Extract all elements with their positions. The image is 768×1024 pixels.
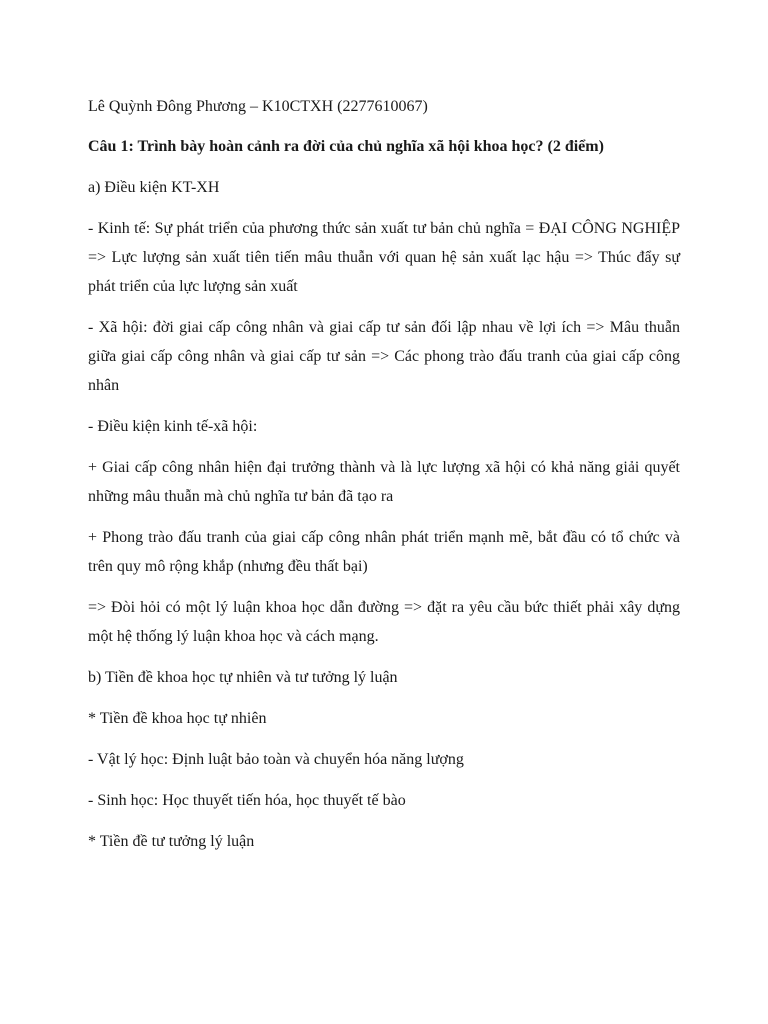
paragraph-theory-demand: => Đòi hỏi có một lý luận khoa học dẫn đường => đặt ra yêu cầu bức thiết phải xây dựng một hệ thống lý luận khoa học và cách mạng. [88, 599, 680, 645]
paragraph-working-class-matured: + Giai cấp công nhân hiện đại trưởng thành và là lực lượng xã hội có khả năng giải quyết những mâu thuẫn mà chủ nghĩa tư bản đã tạo ra [88, 459, 680, 505]
paragraph-natural-science-premise: * Tiền đề khoa học tự nhiên [88, 710, 267, 727]
paragraph-theoretical-premise: * Tiền đề tư tưởng lý luận [88, 833, 255, 850]
paragraph-socioeconomic-conditions: - Điều kiện kinh tế-xã hội: [88, 418, 258, 435]
paragraph-struggle-movement: + Phong trào đấu tranh của giai cấp công nhân phát triển mạnh mẽ, bắt đầu có tổ chức và trên quy mô rộng khắp (nhưng đều thất bại) [88, 529, 680, 575]
paragraph-biology: - Sinh học: Học thuyết tiến hóa, học thuyết tế bào [88, 792, 406, 809]
question-heading: Câu 1: Trình bày hoàn cảnh ra đời của chủ nghĩa xã hội khoa học? (2 điểm) [88, 138, 604, 155]
author-line: Lê Quỳnh Đông Phương – K10CTXH (2277610067) [88, 98, 428, 115]
document-body [88, 92, 680, 868]
paragraph-section-a-heading: a) Điều kiện KT-XH [88, 179, 220, 196]
paragraph-economy: - Kinh tế: Sự phát triển của phương thức sản xuất tư bản chủ nghĩa = ĐẠI CÔNG NGHIỆP => Lực lượng sản xuất tiên tiến mâu thuẫn với quan hệ sản xuất lạc hậu => Thúc đẩy sự phát triển của lực lượng sản xuất [88, 220, 680, 295]
paragraph-society: - Xã hội: đời giai cấp công nhân và giai cấp tư sản đối lập nhau về lợi ích => Mâu thuẫn giữa giai cấp công nhân và giai cấp tư sản => Các phong trào đấu tranh của giai cấp công nhân [88, 319, 680, 394]
paragraph-section-b-heading: b) Tiền đề khoa học tự nhiên và tư tưởng lý luận [88, 669, 398, 686]
paragraph-physics: - Vật lý học: Định luật bảo toàn và chuyển hóa năng lượng [88, 751, 464, 768]
